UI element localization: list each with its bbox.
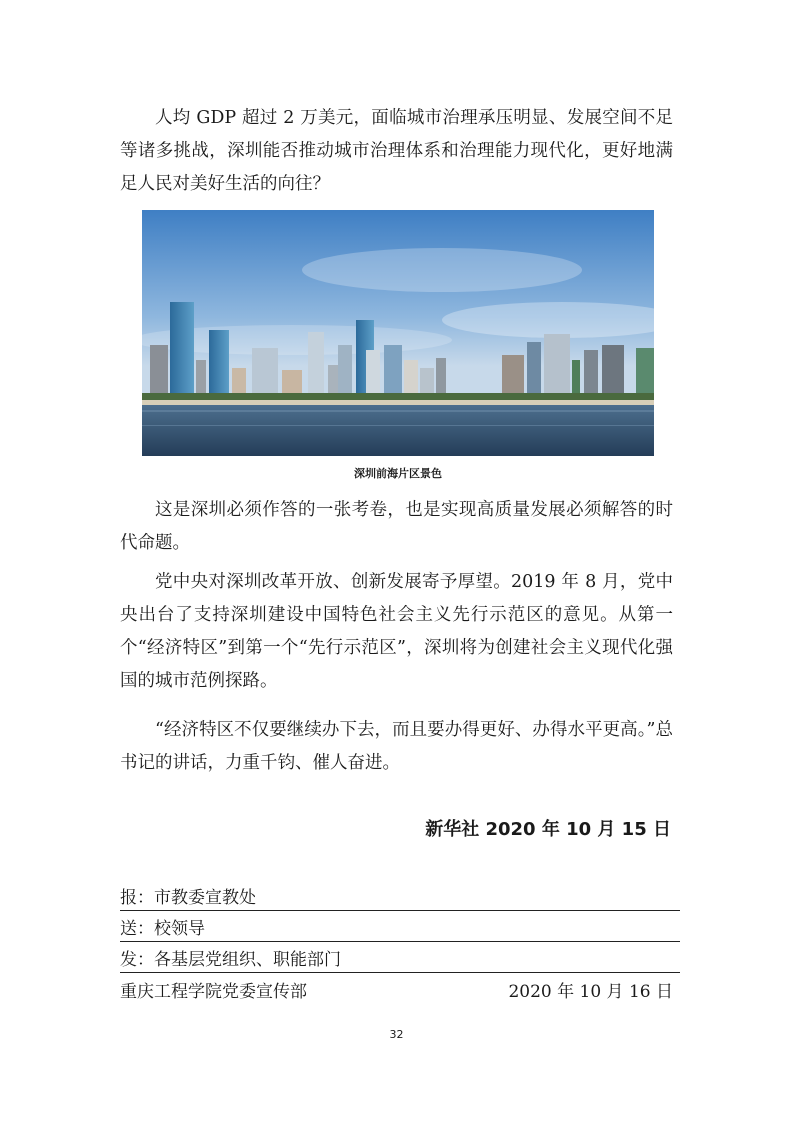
photo-caption: 深圳前海片区景色 [354,467,442,480]
paragraph-challenges: 人均 GDP 超过 2 万美元，面临城市治理承压明显、发展空间不足等诸多挑战，深圳能否推动城市治理体系和治理能力现代化，更好地满足人民对美好生活的向往？ [120,108,673,194]
paragraph-central-committee: 党中央对深圳改革开放、创新发展寄予厚望。2019 年 8 月，党中央出台了支持深圳建设中国特色社会主义先行示范区的意见。从第一个“经济特区”到第一个“先行示范区”，深圳将为创建社会主义现代化强国的城市范例探路。 [120,572,673,691]
issuer-footer [120,980,673,1004]
paragraph-exam: 这是深圳必须作答的一张考卷，也是实现高质量发展必须解答的时代命题。 [120,500,673,553]
paragraph-quote: “经济特区不仅要继续办下去，而且要办得更好、办得水平更高。”总书记的讲话，力重千钧、催人奋进。 [120,720,673,773]
report-to-line: 报：市教委宣教处 [120,886,680,911]
source-byline: 新华社 2020 年 10 月 15 日 [425,819,671,840]
issuer-name: 重庆工程学院党委宣传部 [120,982,307,1002]
page-number: 32 [389,1028,404,1041]
issue-date: 2020 年 10 月 16 日 [508,982,673,1002]
issue-to-line: 发：各基层党组织、职能部门 [120,948,680,973]
send-to-line: 送：校领导 [120,917,680,942]
skyline-photo [142,210,654,456]
